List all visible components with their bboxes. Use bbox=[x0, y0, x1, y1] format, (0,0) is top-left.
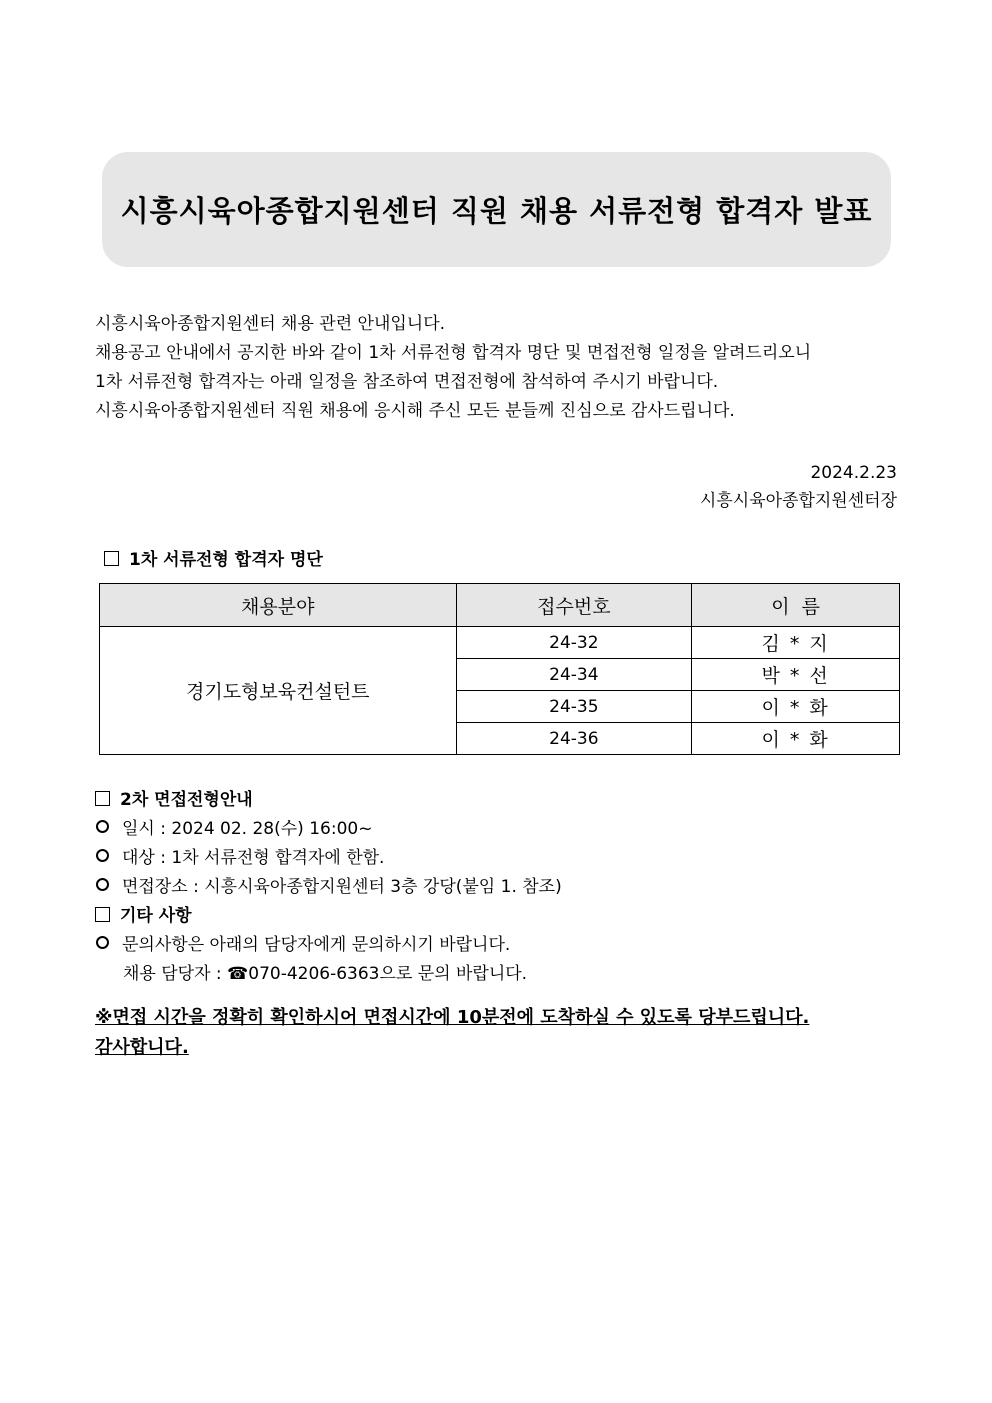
section2-heading-text: 2차 면접전형안내 bbox=[120, 790, 253, 810]
phone-icon: ☎ bbox=[227, 964, 249, 984]
title-box bbox=[102, 152, 891, 267]
section1-heading bbox=[104, 545, 323, 570]
section3-heading bbox=[95, 902, 915, 931]
table-row bbox=[100, 627, 900, 659]
circle-bullet-icon bbox=[96, 849, 109, 862]
contact-phone: 070-4206-6363으로 문의 바랍니다. bbox=[248, 964, 528, 984]
intro-line: 시흥시육아종합지원센터 직원 채용에 응시해 주신 모든 분들께 진심으로 감사드립니다. bbox=[95, 401, 735, 421]
notice-line: ※면접 시간을 정확히 확인하시어 면접시간에 10분전에 도착하실 수 있도록 당부드립니다. bbox=[95, 1007, 810, 1028]
intro-line: 채용공고 안내에서 공지한 바와 같이 1차 서류전형 합격자 명단 및 면접전형 일정을 알려드리오니 bbox=[95, 343, 812, 363]
circle-bullet-icon bbox=[96, 936, 109, 949]
inquiry-text: 문의사항은 아래의 담당자에게 문의하시기 바랍니다. bbox=[122, 935, 511, 955]
contact-line bbox=[95, 960, 915, 989]
list-item bbox=[95, 931, 915, 960]
page-title: 시흥시육아종합지원센터 직원 채용 서류전형 합격자 발표 bbox=[120, 194, 873, 228]
date: 2024.2.23 bbox=[810, 463, 897, 483]
number-cell: 24-35 bbox=[456, 691, 692, 723]
field-cell: 경기도형보육컨설턴트 bbox=[100, 627, 457, 755]
column-header-name: 이 름 bbox=[692, 584, 900, 627]
interview-location: 면접장소 : 시흥시육아종합지원센터 3층 강당(붙임 1. 참조) bbox=[122, 877, 562, 897]
contact-prefix: 채용 담당자 : bbox=[123, 964, 228, 984]
notice-line: 감사합니다. bbox=[95, 1037, 189, 1058]
checkbox-bullet-icon bbox=[95, 907, 110, 922]
intro-paragraph bbox=[95, 310, 900, 426]
column-header-field: 채용분야 bbox=[100, 584, 457, 627]
number-cell: 24-36 bbox=[456, 723, 692, 755]
name-cell: 김 * 지 bbox=[692, 627, 900, 659]
interview-target: 대상 : 1차 서류전형 합격자에 한함. bbox=[122, 848, 385, 868]
notice bbox=[95, 1003, 809, 1063]
interview-date: 일시 : 2024 02. 28(수) 16:00~ bbox=[122, 819, 373, 839]
issuer: 시흥시육아종합지원센터장 bbox=[699, 491, 897, 511]
number-cell: 24-32 bbox=[456, 627, 692, 659]
section1-heading-text: 1차 서류전형 합격자 명단 bbox=[129, 550, 323, 570]
list-item bbox=[95, 873, 915, 902]
list-item bbox=[95, 844, 915, 873]
name-cell: 이 * 화 bbox=[692, 691, 900, 723]
circle-bullet-icon bbox=[96, 820, 109, 833]
column-header-number: 접수번호 bbox=[456, 584, 692, 627]
results-table bbox=[99, 583, 900, 755]
interview-info bbox=[95, 786, 915, 989]
intro-line: 1차 서류전형 합격자는 아래 일정을 참조하여 면접전형에 참석하여 주시기 바랍니다. bbox=[95, 372, 719, 392]
number-cell: 24-34 bbox=[456, 659, 692, 691]
signature-block bbox=[700, 459, 897, 515]
checkbox-bullet-icon bbox=[104, 551, 119, 566]
section2-heading bbox=[95, 786, 915, 815]
name-cell: 박 * 선 bbox=[692, 659, 900, 691]
table-header-row bbox=[100, 584, 900, 627]
intro-line: 시흥시육아종합지원센터 채용 관련 안내입니다. bbox=[95, 314, 446, 334]
list-item bbox=[95, 815, 915, 844]
circle-bullet-icon bbox=[96, 878, 109, 891]
section3-heading-text: 기타 사항 bbox=[120, 906, 192, 926]
name-cell: 이 * 화 bbox=[692, 723, 900, 755]
checkbox-bullet-icon bbox=[95, 791, 110, 806]
